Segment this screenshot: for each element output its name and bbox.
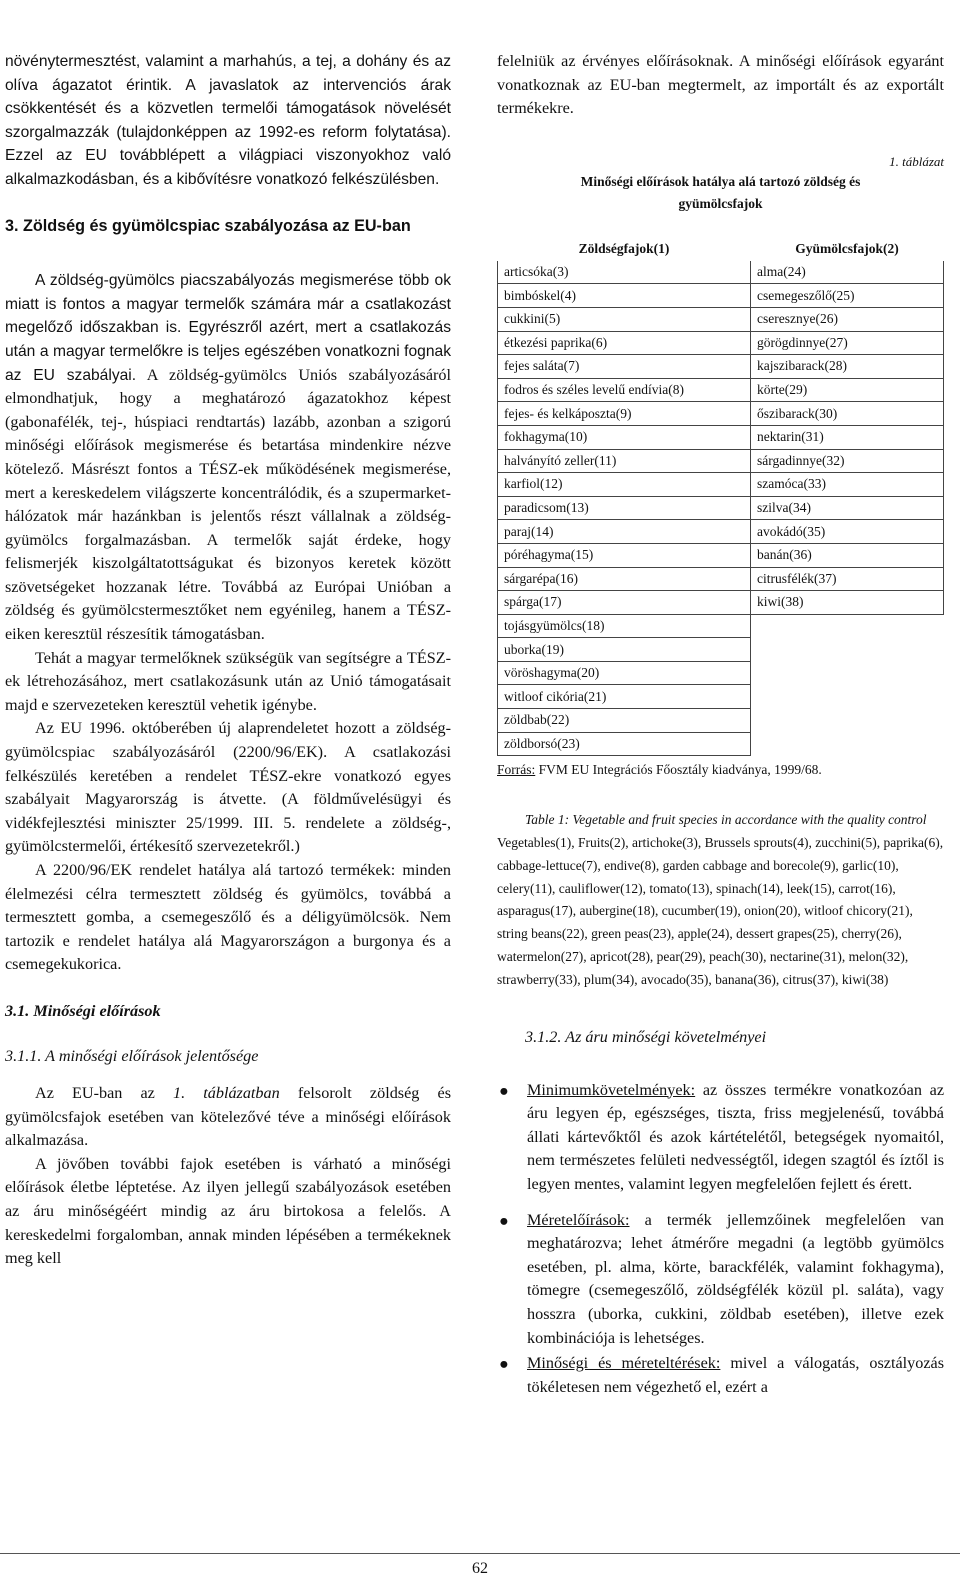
table-title-line-2: gyümölcsfajok <box>678 195 763 211</box>
bullet-icon: ● <box>499 1081 509 1100</box>
table-row <box>498 284 944 308</box>
table-row <box>498 732 944 756</box>
table-row <box>498 638 944 662</box>
footer-divider <box>0 1553 960 1554</box>
table-source <box>497 759 944 781</box>
vegetable-cell: póréhagyma(15) <box>498 543 751 567</box>
paragraph-table-reference-b: felsorolt zöldség és gyümölcsfajok esetében van kötelezővé téve a minőségi előírások alkalmazása. <box>5 1083 451 1150</box>
vegetable-cell: uborka(19) <box>498 638 751 662</box>
species-table <box>497 237 944 756</box>
table-body <box>498 260 944 755</box>
fruit-cell: sárgadinnye(32) <box>751 449 944 473</box>
bullet-text: mivel a válogatás, osztályozás tökéletesen nem végezhető el, ezért a <box>527 1354 944 1396</box>
fruit-cell: nektarin(31) <box>751 425 944 449</box>
table-row <box>498 402 944 426</box>
bullet-icon: ● <box>499 1355 509 1374</box>
fruit-cell: citrusfélék(37) <box>751 567 944 591</box>
table-row <box>498 661 944 685</box>
vegetable-cell: karfiol(12) <box>498 473 751 497</box>
paragraph-table-reference <box>5 1082 451 1153</box>
vegetable-cell: fejes- és kelkáposzta(9) <box>498 402 751 426</box>
empty-cell <box>751 709 944 733</box>
bullet-label: Méretelőírások: <box>527 1210 630 1229</box>
table-row <box>498 331 944 355</box>
table-row <box>498 449 944 473</box>
empty-cell <box>751 732 944 756</box>
fruit-cell: kiwi(38) <box>751 591 944 615</box>
table-row <box>498 520 944 544</box>
requirements-list <box>497 1079 944 1400</box>
english-caption-block <box>497 809 944 991</box>
vegetable-cell: articsóka(3) <box>498 260 751 284</box>
vegetable-cell: cukkini(5) <box>498 307 751 331</box>
fruit-cell: banán(36) <box>751 543 944 567</box>
left-column <box>5 50 451 1271</box>
vegetable-cell: fejes saláta(7) <box>498 355 751 379</box>
section-heading-3-1-2: 3.1.2. Az áru minőségi követelményei <box>525 1027 767 1046</box>
table-row <box>498 307 944 331</box>
fruit-cell: kajszibarack(28) <box>751 355 944 379</box>
fruit-cell: körte(29) <box>751 378 944 402</box>
paragraph-scope-products: A 2200/96/EK rendelet hatálya alá tartozó termékek: minden élelmezési célra termesztett zöldség és gyümölcs, továbbá a termesztett gomba, a csemegeszőlő és a déligyümölcsök. Nem tartozik e rendelet hatálya alá Magyarországon a burgonya és a csemegekukorica. <box>5 861 451 974</box>
vegetable-cell: halványító zeller(11) <box>498 449 751 473</box>
fruit-cell: cseresznye(26) <box>751 307 944 331</box>
section-heading-3-1-1: 3.1.1. A minőségi előírások jelentősége <box>5 1046 259 1065</box>
list-item <box>497 1079 944 1197</box>
bullet-text: a termék jellemzőinek megfelelően van meghatározva; lehet átmérőre megadni (a legtöbb gyümölcs esetében, pl. alma, körte, barackfélék, valamint fokhagyma), tömegre (csemegeszőlő, zöldségfélék közül pl. saláta), vagy hosszra (uborka, cukkini, zöldbab esetében), illetve ezek kombinációja is lehetséges. <box>527 1210 944 1347</box>
table-row <box>498 355 944 379</box>
table-row <box>498 591 944 615</box>
table-row <box>498 543 944 567</box>
table-header-row <box>498 237 944 260</box>
fruit-cell: szamóca(33) <box>751 473 944 497</box>
page-number: 62 <box>472 1560 488 1577</box>
fruit-cell: alma(24) <box>751 260 944 284</box>
list-item <box>497 1352 944 1399</box>
table-row <box>498 709 944 733</box>
bullet-label: Minőségi és méreteltérések: <box>527 1354 721 1373</box>
paragraph-table-reference-a: Az EU-ban az <box>35 1083 173 1102</box>
vegetable-cell: spárga(17) <box>498 591 751 615</box>
vegetable-cell: sárgarépa(16) <box>498 567 751 591</box>
paragraph-market-regulation-sans: A zöldség-gyümölcs piacszabályozás megismerése több ok miatt is fontos a magyar termelők számára már a csatlakozást megelőző időszakban is. Egyrészről azért, mert a csatlakozás után a magyar termelőkre is teljes egészében vonatkozni fognak az EU szabályai. <box>5 272 451 384</box>
vegetable-cell: paradicsom(13) <box>498 496 751 520</box>
vegetable-cell: étkezési paprika(6) <box>498 331 751 355</box>
header-fruits: Gyümölcsfajok(2) <box>795 240 899 256</box>
table-row <box>498 614 944 638</box>
fruit-cell: szilva(34) <box>751 496 944 520</box>
empty-cell <box>751 685 944 709</box>
fruit-cell: görögdinnye(27) <box>751 331 944 355</box>
fruit-cell: avokádó(35) <box>751 520 944 544</box>
vegetable-cell: witloof cikória(21) <box>498 685 751 709</box>
vegetable-cell: paraj(14) <box>498 520 751 544</box>
paragraph-regulation-1996: Az EU 1996. októberében új alaprendeletet hozott a zöldség-gyümölcspiac szabályozásáról (2200/96/EK). A csatlakozási felkészülés keretében a rendelet TÉSZ-ekre vonatkozó egyes szabályait Magyarország is átvette. (A földművelésügyi és vidékfejlesztési miniszter 25/1999. III. 5. rendelete a zöldség-, gyümölcstermelői, értékesítő szervezetekről.) <box>5 719 451 856</box>
empty-cell <box>751 638 944 662</box>
table-title-line-1: Minőségi előírások hatálya alá tartozó zöldség és <box>580 173 861 189</box>
table-title <box>497 171 944 215</box>
empty-cell <box>751 614 944 638</box>
table-row <box>498 685 944 709</box>
english-caption: Table 1: Vegetable and fruit species in accordance with the quality control <box>525 812 927 828</box>
paragraph-intro: növénytermesztést, valamint a marhahús, a tej, a dohány és az olíva ágazatot érintik. A javaslatok az intervenciós árak csökkentését és a közvetlen termelői támogatások növelését szorgalmazzák (tulajdonképpen az 1992-es reform folytatása). Ezzel az EU továbblépett a világpiaci viszonyokhoz való alkalmazkodásban, és a kibővítésre vonatkozó felkészülésben. <box>5 53 451 188</box>
source-label: Forrás: <box>497 762 536 778</box>
table-row <box>498 567 944 591</box>
vegetable-cell: zöldborsó(23) <box>498 732 751 756</box>
section-heading-3-1: 3.1. Minőségi előírások <box>5 1001 161 1020</box>
table-row <box>498 425 944 449</box>
bullet-text: az összes termékre vonatkozóan az áru legyen ép, egészséges, tiszta, friss megjelenésű, továbbá állati kártevőktől és azok kártételétől, betegségek nyomaitól, nem természetes felületi nedvességtől, idegen szagtól és íztől is legyen mentes, valamint legyen megfelelően fejlett és érett. <box>527 1080 944 1193</box>
vegetable-cell: tojásgyümölcs(18) <box>498 614 751 638</box>
section-heading-3: 3. Zöldség és gyümölcspiac szabályozása az EU-ban <box>5 216 411 235</box>
empty-cell <box>751 661 944 685</box>
header-vegetables: Zöldségfajok(1) <box>578 240 670 256</box>
vegetable-cell: zöldbab(22) <box>498 709 751 733</box>
vegetable-cell: vöröshagyma(20) <box>498 661 751 685</box>
vegetable-cell: bimbóskel(4) <box>498 284 751 308</box>
table-number: 1. táblázat <box>889 153 944 169</box>
paragraph-market-regulation <box>5 269 451 647</box>
table-row <box>498 260 944 284</box>
fruit-cell: csemegeszőlő(25) <box>751 284 944 308</box>
right-column <box>497 50 944 1399</box>
table-row <box>498 473 944 497</box>
vegetable-cell: fokhagyma(10) <box>498 425 751 449</box>
english-species-list: Vegetables(1), Fruits(2), artichoke(3), Brussels sprouts(4), zucchini(5), paprika(6), cabbage-lettuce(7), endive(8), garden cabbage and borecole(9), garlic(10), celery(11), cauliflower(12), tomato(13), spinach(14), leek(15), carrot(16), asparagus(17), aubergine(18), cucumber(19), onion(20), witloof chicory(21), string beans(22), green peas(23), apple(24), dessert grapes(25), cherry(26), watermelon(27), apricot(28), pear(29), peach(30), nectarine(31), melon(32), strawberry(33), plum(34), avocado(35), banana(36), citrus(37), kiwi(38) <box>497 835 944 987</box>
paragraph-future-species: A jövőben további fajok esetében is várható a minőségi előírások életbe léptetése. Az ilyen jellegű szabályozások esetében az áru minőségéért mindig az áru birtokosa a felelős. A kereskedelmi forgalomban, annak minden lépésében a termékeknek meg kell <box>5 1154 451 1268</box>
paragraph-market-regulation-serif: A zöldség-gyümölcs Uniós szabályozásáról elmondhatjuk, hogy a meghatározó ágazatokhoz képest (gabonafélék, tej-, húspiaci rendtartás) lazább, azonban a szigorú minőségi előírások megismerése és betartása mindenkire nézve kötelező. Másrészt fontos a TÉSZ-ek működésének megismerése, mert a kereskedelem világszerte koncentrálódik, és a szupermarket-hálózatok már hazánkban is jelentős részt vállalnak a zöldség-gyümölcs forgalmazásban. A termelők saját érdeke, hogy felismerjék kiszolgáltatottságukat és bizonyos keretek között szövetségeket hozzanak létre. Továbbá az Európai Unióban a zöldség és gyümölcstermesztőket nem egyénileg, hanem a TÉSZ-eiken keresztül részesítik támogatásban. <box>5 365 451 644</box>
bullet-icon: ● <box>499 1211 509 1230</box>
fruit-cell: őszibarack(30) <box>751 402 944 426</box>
list-item <box>497 1209 944 1351</box>
table-row <box>498 496 944 520</box>
paragraph-continuation: felelniük az érvényes előírásoknak. A minőségi előírások egyaránt vonatkoznak az EU-ban megtermelt, az importált és az exportált termékekre. <box>497 52 944 118</box>
vegetable-cell: fodros és széles levelű endívia(8) <box>498 378 751 402</box>
table-row <box>498 378 944 402</box>
bullet-label: Minimumkövetelmények: <box>527 1080 696 1099</box>
table-reference-link: 1. táblázatban <box>172 1083 280 1102</box>
source-text: FVM EU Integrációs Főosztály kiadványa, 1999/68. <box>535 762 822 778</box>
paragraph-tesz-help: Tehát a magyar termelőknek szükségük van segítségre a TÉSZ-ek létrehozásához, mert csatlakozásunk után az Unió támogatásait majd e szervezeteken keresztül vehetik igénybe. <box>5 648 451 714</box>
